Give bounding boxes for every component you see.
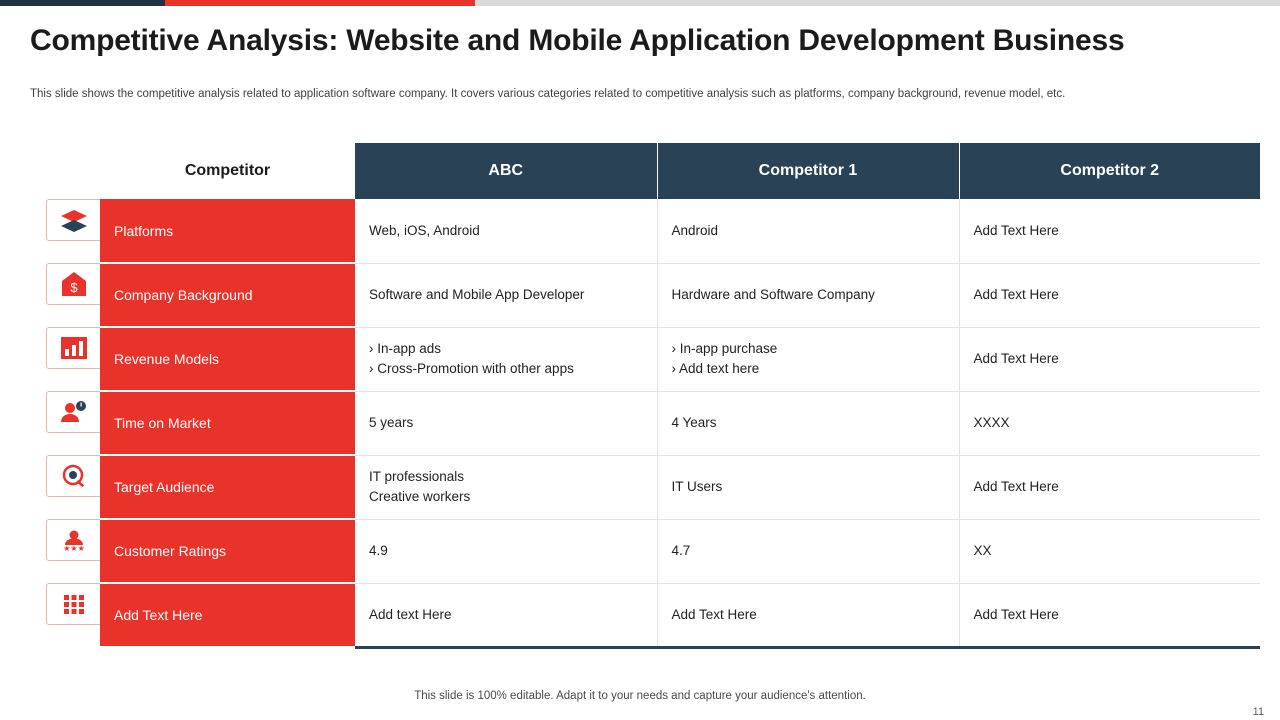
competitive-analysis-table [100, 143, 1260, 649]
cell-abc-company-background: Software and Mobile App Developer [355, 263, 657, 327]
accent-segment-grey [475, 0, 1280, 6]
table-row [100, 391, 1260, 455]
table-row [100, 263, 1260, 327]
target-audience-icon [46, 455, 102, 497]
cell-competitor1-company-background: Hardware and Software Company [657, 263, 959, 327]
table-header-row [100, 143, 1260, 199]
table-row [100, 583, 1260, 647]
cell-competitor2-revenue-models: Add Text Here [959, 327, 1260, 391]
table-row [100, 327, 1260, 391]
cell-competitor2-platforms: Add Text Here [959, 199, 1260, 263]
row-label-revenue-models: Revenue Models [100, 327, 355, 391]
header-competitor: Competitor [100, 143, 355, 199]
header-competitor-1: Competitor 1 [657, 143, 959, 199]
footer-note: This slide is 100% editable. Adapt it to your needs and capture your audience's attention. [414, 690, 866, 702]
cell-abc-target-audience: IT professionals Creative workers [355, 455, 657, 519]
cell-abc-revenue-models: › In-app ads › Cross-Promotion with other apps [355, 327, 657, 391]
row-label-time-on-market: Time on Market [100, 391, 355, 455]
cell-abc-add-text-here: Add text Here [355, 583, 657, 647]
revenue-chart-icon [46, 327, 102, 369]
svg-text:★★★: ★★★ [63, 544, 85, 552]
cell-competitor1-target-audience: IT Users [657, 455, 959, 519]
accent-segment-navy [0, 0, 165, 6]
row-label-customer-ratings: Customer Ratings [100, 519, 355, 583]
top-accent-bar [0, 0, 1280, 6]
cell-competitor1-add-text-here: Add Text Here [657, 583, 959, 647]
cell-competitor1-time-on-market: 4 Years [657, 391, 959, 455]
accent-segment-red [165, 0, 475, 6]
cell-abc-time-on-market: 5 years [355, 391, 657, 455]
cell-abc-platforms: Web, iOS, Android [355, 199, 657, 263]
cell-competitor2-add-text-here: Add Text Here [959, 583, 1260, 647]
page-title: Competitive Analysis: Website and Mobile Application Development Business [30, 24, 1125, 57]
table-body [100, 199, 1260, 647]
cell-abc-customer-ratings: 4.9 [355, 519, 657, 583]
cell-competitor1-revenue-models: › In-app purchase › Add text here [657, 327, 959, 391]
page-number: 11 [1252, 706, 1264, 718]
cell-competitor2-customer-ratings: XX [959, 519, 1260, 583]
cell-competitor2-target-audience: Add Text Here [959, 455, 1260, 519]
svg-text:$: $ [70, 280, 78, 295]
table-row [100, 455, 1260, 519]
user-rating-icon [46, 519, 102, 561]
page-subtitle: This slide shows the competitive analysis related to application software company. It covers various categories related to competitive analysis such as platforms, company background, revenue model, etc. [30, 88, 1066, 100]
header-competitor-2: Competitor 2 [959, 143, 1260, 199]
user-clock-icon [46, 391, 102, 433]
grid-dots-icon [46, 583, 102, 625]
row-label-platforms: Platforms [100, 199, 355, 263]
cell-competitor2-company-background: Add Text Here [959, 263, 1260, 327]
table-row [100, 199, 1260, 263]
layers-icon [46, 199, 102, 241]
money-home-icon [46, 263, 102, 305]
row-label-company-background: Company Background [100, 263, 355, 327]
table-row [100, 519, 1260, 583]
cell-competitor1-customer-ratings: 4.7 [657, 519, 959, 583]
row-label-target-audience: Target Audience [100, 455, 355, 519]
header-abc: ABC [355, 143, 657, 199]
row-icon-column [46, 199, 102, 647]
cell-competitor2-time-on-market: XXXX [959, 391, 1260, 455]
cell-competitor1-platforms: Android [657, 199, 959, 263]
row-label-add-text-here: Add Text Here [100, 583, 355, 647]
